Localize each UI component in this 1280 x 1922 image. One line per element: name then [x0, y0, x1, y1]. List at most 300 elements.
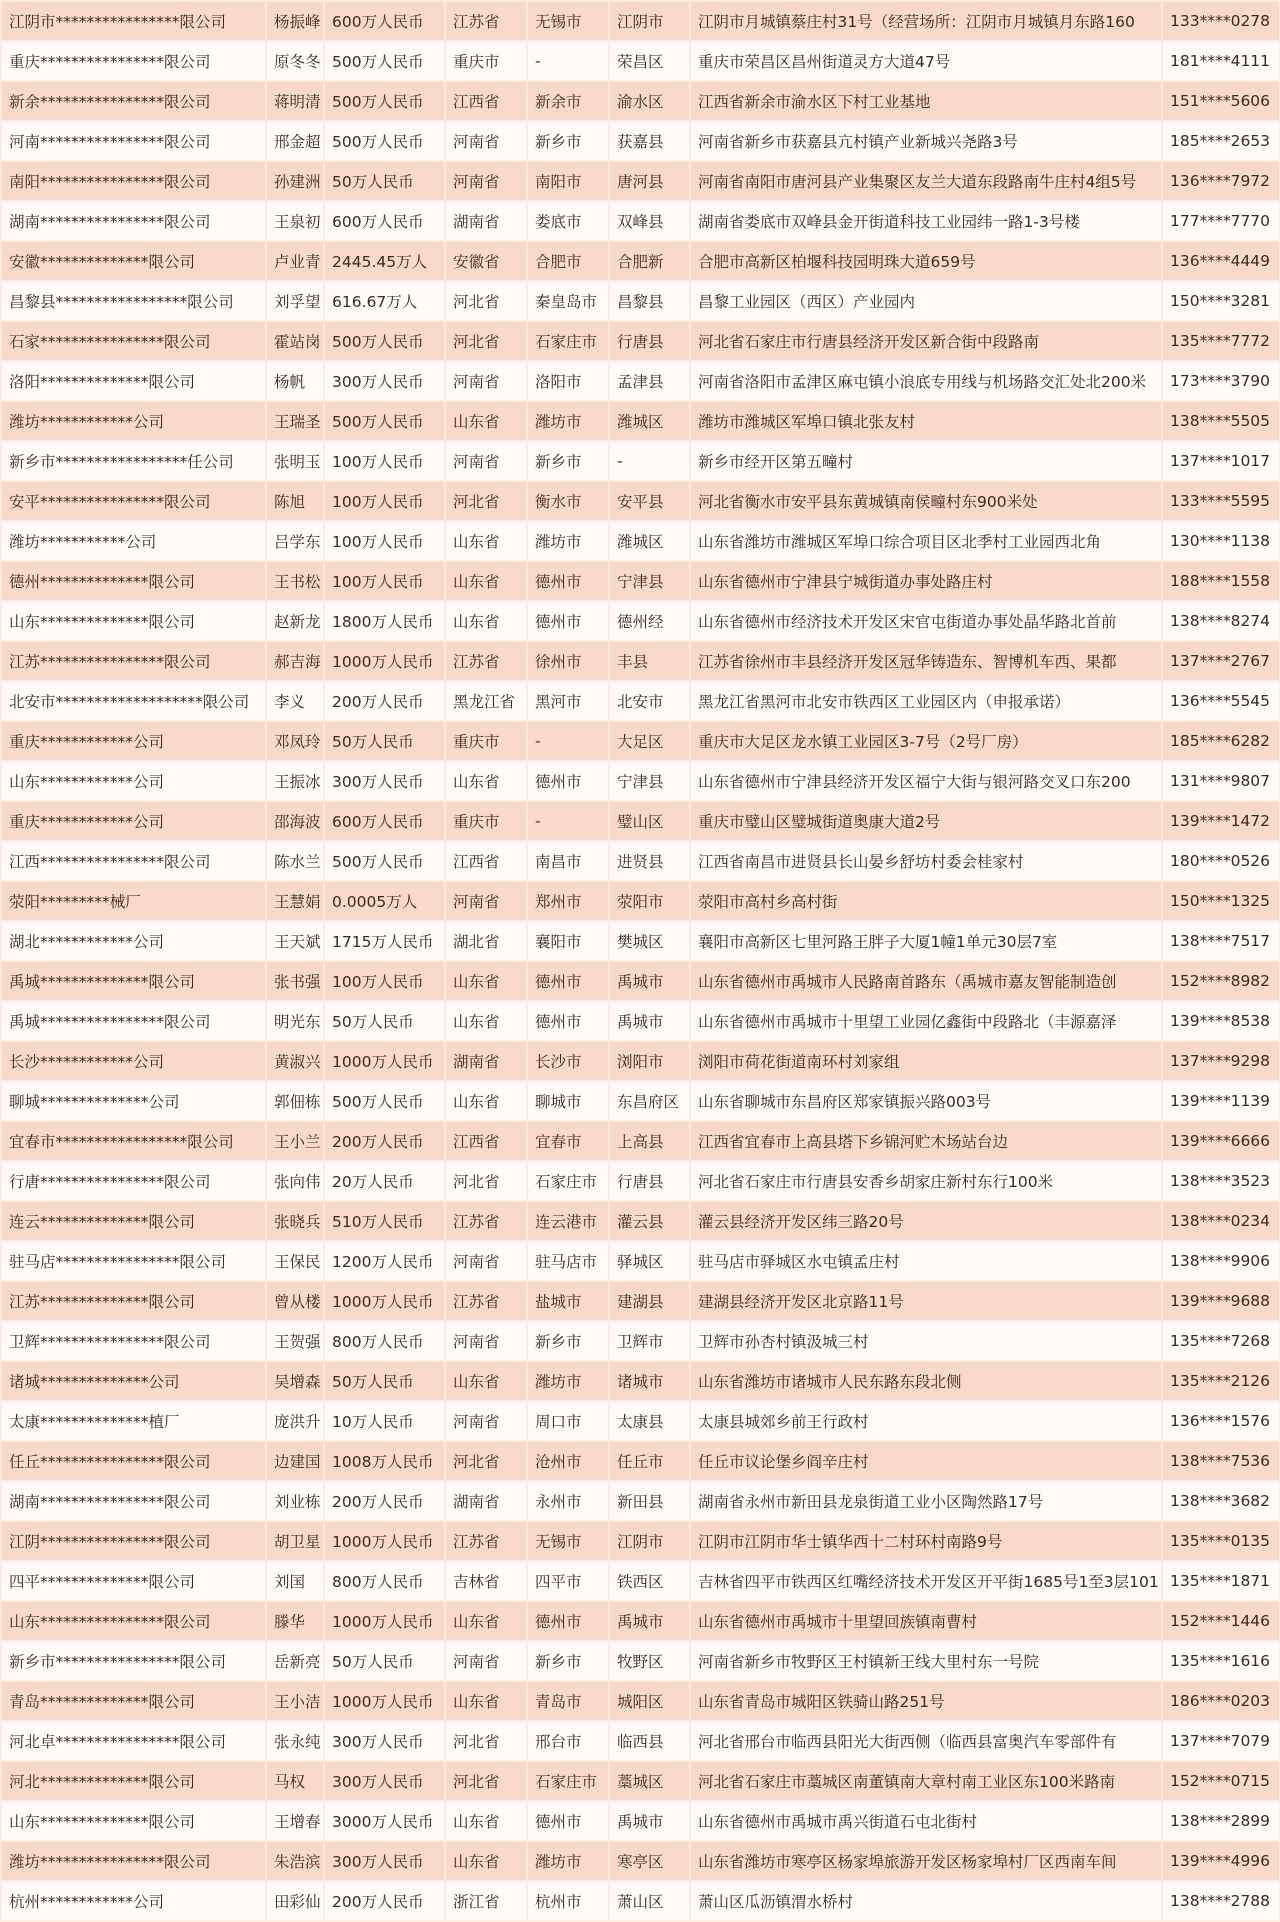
district-cell: 驿城区 [610, 1242, 689, 1280]
address-cell: 荥阳市高村乡高村街 [691, 882, 1161, 920]
phone-cell: 185****6282 [1163, 722, 1279, 760]
registered-capital-cell: 600万人民币 [325, 202, 444, 240]
registered-capital-cell: 50万人民币 [325, 1642, 444, 1680]
registered-capital-cell: 500万人民币 [325, 402, 444, 440]
company-name-cell: 河北卓****************限公司 [2, 1722, 265, 1760]
company-name-cell: 长沙************公司 [2, 1042, 265, 1080]
contact-name-cell: 原冬冬 [267, 42, 323, 80]
phone-cell: 188****1558 [1163, 562, 1279, 600]
registered-capital-cell: 500万人民币 [325, 42, 444, 80]
table-row [2, 1482, 1279, 1520]
city-cell: 连云港市 [528, 1202, 608, 1240]
registered-capital-cell: 500万人民币 [325, 842, 444, 880]
table-row [2, 1002, 1279, 1040]
company-name-cell: 禹城**************限公司 [2, 962, 265, 1000]
table-row [2, 642, 1279, 680]
table-row [2, 1082, 1279, 1120]
province-cell: 河北省 [446, 482, 526, 520]
registered-capital-cell: 800万人民币 [325, 1562, 444, 1600]
district-cell: 昌黎县 [610, 282, 689, 320]
province-cell: 河北省 [446, 1762, 526, 1800]
company-name-cell: 湖南****************限公司 [2, 202, 265, 240]
registered-capital-cell: 100万人民币 [325, 442, 444, 480]
city-cell: 南阳市 [528, 162, 608, 200]
contact-name-cell: 庞洪升 [267, 1402, 323, 1440]
registered-capital-cell: 1000万人民币 [325, 1042, 444, 1080]
company-name-cell: 江阴****************限公司 [2, 1522, 265, 1560]
province-cell: 河北省 [446, 1722, 526, 1760]
province-cell: 河北省 [446, 1162, 526, 1200]
registered-capital-cell: 300万人民币 [325, 1842, 444, 1880]
province-cell: 山东省 [446, 562, 526, 600]
company-name-cell: 洛阳**************限公司 [2, 362, 265, 400]
table-row [2, 762, 1279, 800]
table-row [2, 482, 1279, 520]
district-cell: 荣昌区 [610, 42, 689, 80]
phone-cell: 138****3523 [1163, 1162, 1279, 1200]
city-cell: 长沙市 [528, 1042, 608, 1080]
registered-capital-cell: 800万人民币 [325, 1322, 444, 1360]
address-cell: 萧山区瓜沥镇渭水桥村 [691, 1882, 1161, 1920]
city-cell: 石家庄市 [528, 1762, 608, 1800]
table-row [2, 1202, 1279, 1240]
province-cell: 江苏省 [446, 1282, 526, 1320]
district-cell: 建湖县 [610, 1282, 689, 1320]
phone-cell: 139****8538 [1163, 1002, 1279, 1040]
phone-cell: 136****4449 [1163, 242, 1279, 280]
province-cell: 重庆市 [446, 722, 526, 760]
company-name-cell: 山东************公司 [2, 762, 265, 800]
phone-cell: 150****3281 [1163, 282, 1279, 320]
district-cell: 东昌府区 [610, 1082, 689, 1120]
province-cell: 山东省 [446, 1842, 526, 1880]
city-cell: 宜春市 [528, 1122, 608, 1160]
company-name-cell: 山东**************限公司 [2, 1802, 265, 1840]
phone-cell: 138****8274 [1163, 602, 1279, 640]
company-name-cell: 江西****************限公司 [2, 842, 265, 880]
phone-cell: 177****7770 [1163, 202, 1279, 240]
registered-capital-cell: 1000万人民币 [325, 1682, 444, 1720]
address-cell: 新乡市经开区第五疃村 [691, 442, 1161, 480]
contact-name-cell: 边建国 [267, 1442, 323, 1480]
district-cell: 丰县 [610, 642, 689, 680]
contact-name-cell: 刘业栋 [267, 1482, 323, 1520]
table-row [2, 922, 1279, 960]
registered-capital-cell: 50万人民币 [325, 1002, 444, 1040]
province-cell: 河南省 [446, 162, 526, 200]
address-cell: 灌云县经济开发区纬三路20号 [691, 1202, 1161, 1240]
address-cell: 襄阳市高新区七里河路王胖子大厦1幢1单元30层7室 [691, 922, 1161, 960]
table-row [2, 202, 1279, 240]
phone-cell: 173****3790 [1163, 362, 1279, 400]
contact-name-cell: 杨帆 [267, 362, 323, 400]
address-cell: 河南省南阳市唐河县产业集聚区友兰大道东段路南牛庄村4组5号 [691, 162, 1161, 200]
table-row [2, 242, 1279, 280]
province-cell: 江苏省 [446, 1522, 526, 1560]
city-cell: 石家庄市 [528, 1162, 608, 1200]
district-cell: 潍城区 [610, 522, 689, 560]
registered-capital-cell: 600万人民币 [325, 2, 444, 40]
registered-capital-cell: 20万人民币 [325, 1162, 444, 1200]
address-cell: 重庆市荣昌区昌州街道灵方大道47号 [691, 42, 1161, 80]
company-name-cell: 潍坊****************限公司 [2, 1842, 265, 1880]
table-row [2, 402, 1279, 440]
table-row [2, 42, 1279, 80]
province-cell: 江苏省 [446, 642, 526, 680]
address-cell: 山东省德州市宁津县宁城街道办事处路庄村 [691, 562, 1161, 600]
city-cell: - [528, 42, 608, 80]
registered-capital-cell: 0.0005万人 [325, 882, 444, 920]
province-cell: 河北省 [446, 1442, 526, 1480]
contact-name-cell: 王瑞圣 [267, 402, 323, 440]
district-cell: 北安市 [610, 682, 689, 720]
company-name-cell: 河南****************限公司 [2, 122, 265, 160]
company-name-cell: 石家****************限公司 [2, 322, 265, 360]
district-cell: 禹城市 [610, 1602, 689, 1640]
company-name-cell: 江苏**************限公司 [2, 1282, 265, 1320]
district-cell: 太康县 [610, 1402, 689, 1440]
registered-capital-cell: 1000万人民币 [325, 1522, 444, 1560]
table-row [2, 722, 1279, 760]
phone-cell: 151****5606 [1163, 82, 1279, 120]
registered-capital-cell: 1000万人民币 [325, 1282, 444, 1320]
city-cell: 永州市 [528, 1482, 608, 1520]
district-cell: 诸城市 [610, 1362, 689, 1400]
address-cell: 河北省石家庄市行唐县安香乡胡家庄新村东行100米 [691, 1162, 1161, 1200]
company-name-cell: 江苏****************限公司 [2, 642, 265, 680]
city-cell: 秦皇岛市 [528, 282, 608, 320]
company-name-cell: 驻马店****************限公司 [2, 1242, 265, 1280]
province-cell: 江西省 [446, 1122, 526, 1160]
city-cell: 周口市 [528, 1402, 608, 1440]
province-cell: 吉林省 [446, 1562, 526, 1600]
city-cell: 娄底市 [528, 202, 608, 240]
city-cell: 青岛市 [528, 1682, 608, 1720]
table-row [2, 1882, 1279, 1920]
phone-cell: 152****1446 [1163, 1602, 1279, 1640]
registered-capital-cell: 100万人民币 [325, 522, 444, 560]
address-cell: 合肥市高新区柏堰科技园明珠大道659号 [691, 242, 1161, 280]
province-cell: 山东省 [446, 402, 526, 440]
address-cell: 河北省衡水市安平县东黄城镇南侯疃村东900米处 [691, 482, 1161, 520]
contact-name-cell: 陈水兰 [267, 842, 323, 880]
province-cell: 山东省 [446, 762, 526, 800]
company-name-cell: 安徽**************限公司 [2, 242, 265, 280]
city-cell: 衡水市 [528, 482, 608, 520]
company-name-cell: 荥阳*********械厂 [2, 882, 265, 920]
province-cell: 安徽省 [446, 242, 526, 280]
district-cell: 上高县 [610, 1122, 689, 1160]
table-row [2, 282, 1279, 320]
table-row [2, 162, 1279, 200]
province-cell: 山东省 [446, 602, 526, 640]
phone-cell: 131****9807 [1163, 762, 1279, 800]
phone-cell: 139****6666 [1163, 1122, 1279, 1160]
contact-name-cell: 王小兰 [267, 1122, 323, 1160]
city-cell: 聊城市 [528, 1082, 608, 1120]
table-row [2, 1682, 1279, 1720]
province-cell: 湖南省 [446, 202, 526, 240]
phone-cell: 137****2767 [1163, 642, 1279, 680]
table-row [2, 1282, 1279, 1320]
phone-cell: 139****4996 [1163, 1842, 1279, 1880]
registered-capital-cell: 200万人民币 [325, 1882, 444, 1920]
address-cell: 山东省潍坊市潍城区军埠口综合项目区北季村工业园西北角 [691, 522, 1161, 560]
address-cell: 山东省德州市禹城市十里望工业园亿鑫街中段路北（丰源嘉泽 [691, 1002, 1161, 1040]
address-cell: 黑龙江省黑河市北安市铁西区工业园区内（申报承诺） [691, 682, 1161, 720]
phone-cell: 133****5595 [1163, 482, 1279, 520]
address-cell: 建湖县经济开发区北京路11号 [691, 1282, 1161, 1320]
registered-capital-cell: 50万人民币 [325, 1362, 444, 1400]
address-cell: 江西省宜春市上高县塔下乡锦河贮木场站台边 [691, 1122, 1161, 1160]
company-name-cell: 任丘****************限公司 [2, 1442, 265, 1480]
address-cell: 山东省德州市经济技术开发区宋官屯街道办事处晶华路北首前 [691, 602, 1161, 640]
table-row [2, 842, 1279, 880]
district-cell: - [610, 442, 689, 480]
city-cell: 石家庄市 [528, 322, 608, 360]
district-cell: 樊城区 [610, 922, 689, 960]
contact-name-cell: 朱浩滨 [267, 1842, 323, 1880]
contact-name-cell: 邵海波 [267, 802, 323, 840]
registered-capital-cell: 510万人民币 [325, 1202, 444, 1240]
phone-cell: 150****1325 [1163, 882, 1279, 920]
phone-cell: 135****0135 [1163, 1522, 1279, 1560]
company-name-cell: 新乡市*****************任公司 [2, 442, 265, 480]
province-cell: 河南省 [446, 362, 526, 400]
contact-name-cell: 郭佃栋 [267, 1082, 323, 1120]
phone-cell: 138****5505 [1163, 402, 1279, 440]
contact-name-cell: 曾从楼 [267, 1282, 323, 1320]
city-cell: 德州市 [528, 562, 608, 600]
city-cell: 四平市 [528, 1562, 608, 1600]
company-name-cell: 行唐****************限公司 [2, 1162, 265, 1200]
province-cell: 湖南省 [446, 1482, 526, 1520]
district-cell: 行唐县 [610, 1162, 689, 1200]
city-cell: 黑河市 [528, 682, 608, 720]
province-cell: 河南省 [446, 1322, 526, 1360]
district-cell: 新田县 [610, 1482, 689, 1520]
province-cell: 重庆市 [446, 42, 526, 80]
contact-name-cell: 明光东 [267, 1002, 323, 1040]
address-cell: 卫辉市孙杏村镇汲城三村 [691, 1322, 1161, 1360]
phone-cell: 135****1871 [1163, 1562, 1279, 1600]
city-cell: 杭州市 [528, 1882, 608, 1920]
address-cell: 江西省南昌市进贤县长山晏乡舒坊村委会桂家村 [691, 842, 1161, 880]
registered-capital-cell: 300万人民币 [325, 1762, 444, 1800]
registered-capital-cell: 500万人民币 [325, 122, 444, 160]
company-name-cell: 山东**************限公司 [2, 602, 265, 640]
contact-name-cell: 张永纯 [267, 1722, 323, 1760]
company-name-cell: 重庆************公司 [2, 722, 265, 760]
city-cell: 洛阳市 [528, 362, 608, 400]
province-cell: 江苏省 [446, 1202, 526, 1240]
table-row [2, 522, 1279, 560]
table-row [2, 962, 1279, 1000]
address-cell: 昌黎工业园区（西区）产业园内 [691, 282, 1161, 320]
registered-capital-cell: 100万人民币 [325, 962, 444, 1000]
contact-name-cell: 郝吉海 [267, 642, 323, 680]
city-cell: 沧州市 [528, 1442, 608, 1480]
registered-capital-cell: 200万人民币 [325, 1482, 444, 1520]
address-cell: 浏阳市荷花街道南环村刘家组 [691, 1042, 1161, 1080]
registered-capital-cell: 1715万人民币 [325, 922, 444, 960]
table-row [2, 2, 1279, 40]
contact-name-cell: 张晓兵 [267, 1202, 323, 1240]
registered-capital-cell: 100万人民币 [325, 482, 444, 520]
city-cell: 潍坊市 [528, 1842, 608, 1880]
phone-cell: 135****7772 [1163, 322, 1279, 360]
district-cell: 灌云县 [610, 1202, 689, 1240]
company-name-cell: 青岛**************限公司 [2, 1682, 265, 1720]
table-row [2, 1322, 1279, 1360]
table-row [2, 882, 1279, 920]
contact-name-cell: 邢金超 [267, 122, 323, 160]
city-cell: 新余市 [528, 82, 608, 120]
contact-name-cell: 滕华 [267, 1602, 323, 1640]
contact-name-cell: 马权 [267, 1762, 323, 1800]
registered-capital-cell: 500万人民币 [325, 322, 444, 360]
contact-name-cell: 王贺强 [267, 1322, 323, 1360]
contact-name-cell: 王书松 [267, 562, 323, 600]
address-cell: 重庆市大足区龙水镇工业园区3-7号（2号厂房） [691, 722, 1161, 760]
table-row [2, 1162, 1279, 1200]
address-cell: 吉林省四平市铁西区红嘴经济技术开发区开平街1685号1至3层101 [691, 1562, 1161, 1600]
contact-name-cell: 刘孚望 [267, 282, 323, 320]
address-cell: 潍坊市潍城区军埠口镇北张友村 [691, 402, 1161, 440]
contact-name-cell: 黄淑兴 [267, 1042, 323, 1080]
table-row [2, 362, 1279, 400]
city-cell: 新乡市 [528, 1322, 608, 1360]
city-cell: 邢台市 [528, 1722, 608, 1760]
district-cell: 禹城市 [610, 1802, 689, 1840]
district-cell: 任丘市 [610, 1442, 689, 1480]
phone-cell: 135****1616 [1163, 1642, 1279, 1680]
contact-name-cell: 吴增森 [267, 1362, 323, 1400]
table-row [2, 1242, 1279, 1280]
address-cell: 江苏省徐州市丰县经济开发区冠华铸造东、智博机车西、果都 [691, 642, 1161, 680]
city-cell: 德州市 [528, 602, 608, 640]
address-cell: 太康县城郊乡前王行政村 [691, 1402, 1161, 1440]
address-cell: 河南省洛阳市孟津区麻屯镇小浪底专用线与机场路交汇处北200米 [691, 362, 1161, 400]
contact-name-cell: 王泉初 [267, 202, 323, 240]
district-cell: 藁城区 [610, 1762, 689, 1800]
address-cell: 重庆市璧山区璧城街道奥康大道2号 [691, 802, 1161, 840]
contact-name-cell: 王天斌 [267, 922, 323, 960]
city-cell: - [528, 802, 608, 840]
table-row [2, 322, 1279, 360]
phone-cell: 138****2899 [1163, 1802, 1279, 1840]
city-cell: 郑州市 [528, 882, 608, 920]
table-row [2, 1042, 1279, 1080]
city-cell: 南昌市 [528, 842, 608, 880]
table-row [2, 1642, 1279, 1680]
registered-capital-cell: 500万人民币 [325, 1082, 444, 1120]
district-cell: 卫辉市 [610, 1322, 689, 1360]
district-cell: 合肥新 [610, 242, 689, 280]
city-cell: 无锡市 [528, 2, 608, 40]
table-row [2, 1402, 1279, 1440]
phone-cell: 137****9298 [1163, 1042, 1279, 1080]
district-cell: 唐河县 [610, 162, 689, 200]
company-name-cell: 诸城**************公司 [2, 1362, 265, 1400]
phone-cell: 181****4111 [1163, 42, 1279, 80]
company-name-cell: 潍坊***********公司 [2, 522, 265, 560]
company-name-cell: 聊城**************公司 [2, 1082, 265, 1120]
district-cell: 城阳区 [610, 1682, 689, 1720]
phone-cell: 139****1472 [1163, 802, 1279, 840]
province-cell: 湖北省 [446, 922, 526, 960]
phone-cell: 185****2653 [1163, 122, 1279, 160]
contact-name-cell: 王慧娟 [267, 882, 323, 920]
phone-cell: 135****2126 [1163, 1362, 1279, 1400]
city-cell: 德州市 [528, 1002, 608, 1040]
table-row [2, 442, 1279, 480]
address-cell: 湖南省娄底市双峰县金开街道科技工业园纬一路1-3号楼 [691, 202, 1161, 240]
contact-name-cell: 霍站岗 [267, 322, 323, 360]
province-cell: 山东省 [446, 1082, 526, 1120]
phone-cell: 130****1138 [1163, 522, 1279, 560]
table-row [2, 602, 1279, 640]
district-cell: 禹城市 [610, 1002, 689, 1040]
contact-name-cell: 蒋明清 [267, 82, 323, 120]
table-row [2, 682, 1279, 720]
district-cell: 萧山区 [610, 1882, 689, 1920]
city-cell: 德州市 [528, 962, 608, 1000]
city-cell: 德州市 [528, 1802, 608, 1840]
phone-cell: 138****0234 [1163, 1202, 1279, 1240]
phone-cell: 136****7972 [1163, 162, 1279, 200]
registered-capital-cell: 600万人民币 [325, 802, 444, 840]
city-cell: 德州市 [528, 762, 608, 800]
address-cell: 山东省青岛市城阳区铁骑山路251号 [691, 1682, 1161, 1720]
province-cell: 江西省 [446, 82, 526, 120]
district-cell: 江阴市 [610, 2, 689, 40]
city-cell: 潍坊市 [528, 1362, 608, 1400]
contact-name-cell: 田彩仙 [267, 1882, 323, 1920]
province-cell: 山东省 [446, 522, 526, 560]
district-cell: 临西县 [610, 1722, 689, 1760]
district-cell: 铁西区 [610, 1562, 689, 1600]
phone-cell: 180****0526 [1163, 842, 1279, 880]
province-cell: 山东省 [446, 962, 526, 1000]
registered-capital-cell: 1008万人民币 [325, 1442, 444, 1480]
registered-capital-cell: 1000万人民币 [325, 1602, 444, 1640]
district-cell: 进贤县 [610, 842, 689, 880]
city-cell: 潍坊市 [528, 402, 608, 440]
district-cell: 渝水区 [610, 82, 689, 120]
address-cell: 河北省邢台市临西县阳光大街西侧（临西县富奥汽车零部件有 [691, 1722, 1161, 1760]
contact-name-cell: 胡卫星 [267, 1522, 323, 1560]
province-cell: 河南省 [446, 1642, 526, 1680]
province-cell: 浙江省 [446, 1882, 526, 1920]
district-cell: 寒亭区 [610, 1842, 689, 1880]
city-cell: 合肥市 [528, 242, 608, 280]
district-cell: 德州经 [610, 602, 689, 640]
table-row [2, 562, 1279, 600]
address-cell: 江西省新余市渝水区下村工业基地 [691, 82, 1161, 120]
phone-cell: 139****9688 [1163, 1282, 1279, 1320]
district-cell: 宁津县 [610, 762, 689, 800]
address-cell: 山东省德州市禹城市禹兴街道石屯北街村 [691, 1802, 1161, 1840]
company-name-cell: 德州**************限公司 [2, 562, 265, 600]
city-cell: 新乡市 [528, 1642, 608, 1680]
contact-name-cell: 邓凤玲 [267, 722, 323, 760]
table-row [2, 1522, 1279, 1560]
registered-capital-cell: 616.67万人 [325, 282, 444, 320]
contact-name-cell: 赵新龙 [267, 602, 323, 640]
city-cell: 德州市 [528, 1602, 608, 1640]
table-row [2, 1362, 1279, 1400]
